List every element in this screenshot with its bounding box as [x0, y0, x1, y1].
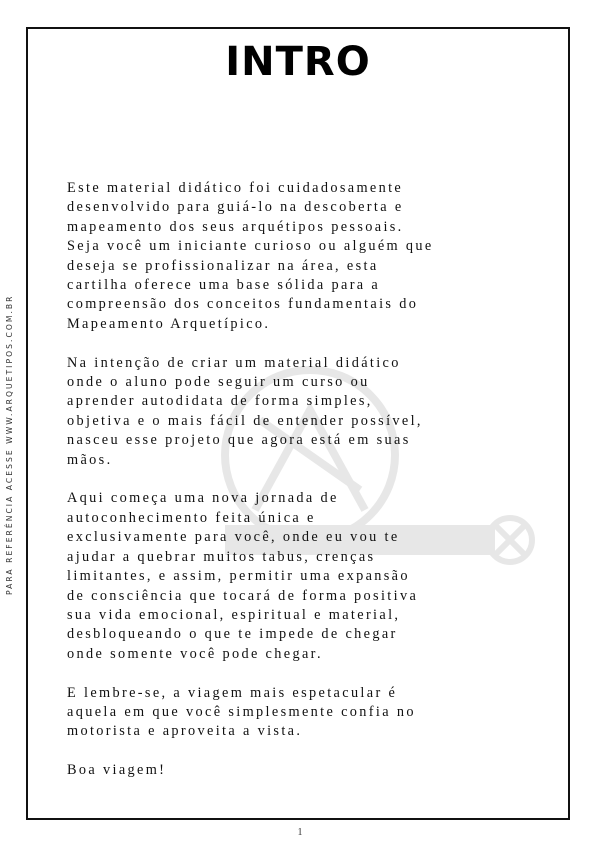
text-line: exclusivamente para você, onde eu vou te [67, 529, 400, 546]
text-line: de consciência que tocará de forma positiva [67, 587, 419, 604]
text-line: Este material didático foi cuidadosamente [67, 180, 404, 196]
text-line: aprender autodidata de forma simples, [67, 393, 373, 410]
text-line: Aqui começa uma nova jornada de [67, 490, 339, 507]
text-line: E lembre-se, a viagem mais espetacular é [67, 684, 398, 701]
text-line: motorista e aproveita a vista. [67, 723, 303, 740]
text-line: onde somente você pode chegar. [67, 645, 323, 662]
text-line: Seja você um iniciante curioso ou alguém que [67, 238, 434, 255]
text-line: objetiva e o mais fácil de entender possível, [67, 412, 423, 429]
paragraph [67, 489, 557, 664]
text-line: desbloqueando o que te impede de chegar [67, 626, 398, 643]
text-line: onde o aluno pode seguir um curso ou [67, 374, 370, 391]
text-line: Mapeamento Arquetípico. [67, 315, 271, 332]
text-line: cartilha oferece uma base sólida para a [67, 277, 381, 294]
text-line: ajudar a quebrar muitos tabus, crenças [67, 548, 376, 565]
intro-body [67, 179, 557, 800]
page-title: INTRO [225, 39, 371, 85]
text-line: compreensão dos conceitos fundamentais do [67, 296, 419, 313]
text-line: mãos. [67, 451, 113, 468]
side-reference-note: PARA REFERÊNCIA ACESSE WWW.ARQUETIPOS.COM.BR [5, 294, 14, 595]
text-line: limitantes, e assim, permitir uma expansão [67, 568, 410, 585]
page-number: 1 [297, 827, 303, 838]
text-line: nasceu esse projeto que agora está em suas [67, 432, 411, 449]
text-line: Boa viagem! [67, 762, 167, 779]
text-line: deseja se profissionalizar na área, esta [67, 257, 379, 274]
paragraph [67, 761, 557, 780]
paragraph [67, 354, 557, 470]
paragraph [67, 684, 557, 742]
text-line: desenvolvido para guiá-lo na descoberta e [67, 199, 404, 216]
paragraph [67, 179, 557, 334]
text-line: Na intenção de criar um material didático [67, 354, 401, 371]
text-line: sua vida emocional, espiritual e material, [67, 606, 401, 623]
text-line: autoconhecimento feita única e [67, 509, 316, 526]
text-line: aquela em que você simplesmente confia no [67, 703, 416, 720]
text-line: mapeamento dos seus arquétipos pessoais. [67, 218, 404, 235]
